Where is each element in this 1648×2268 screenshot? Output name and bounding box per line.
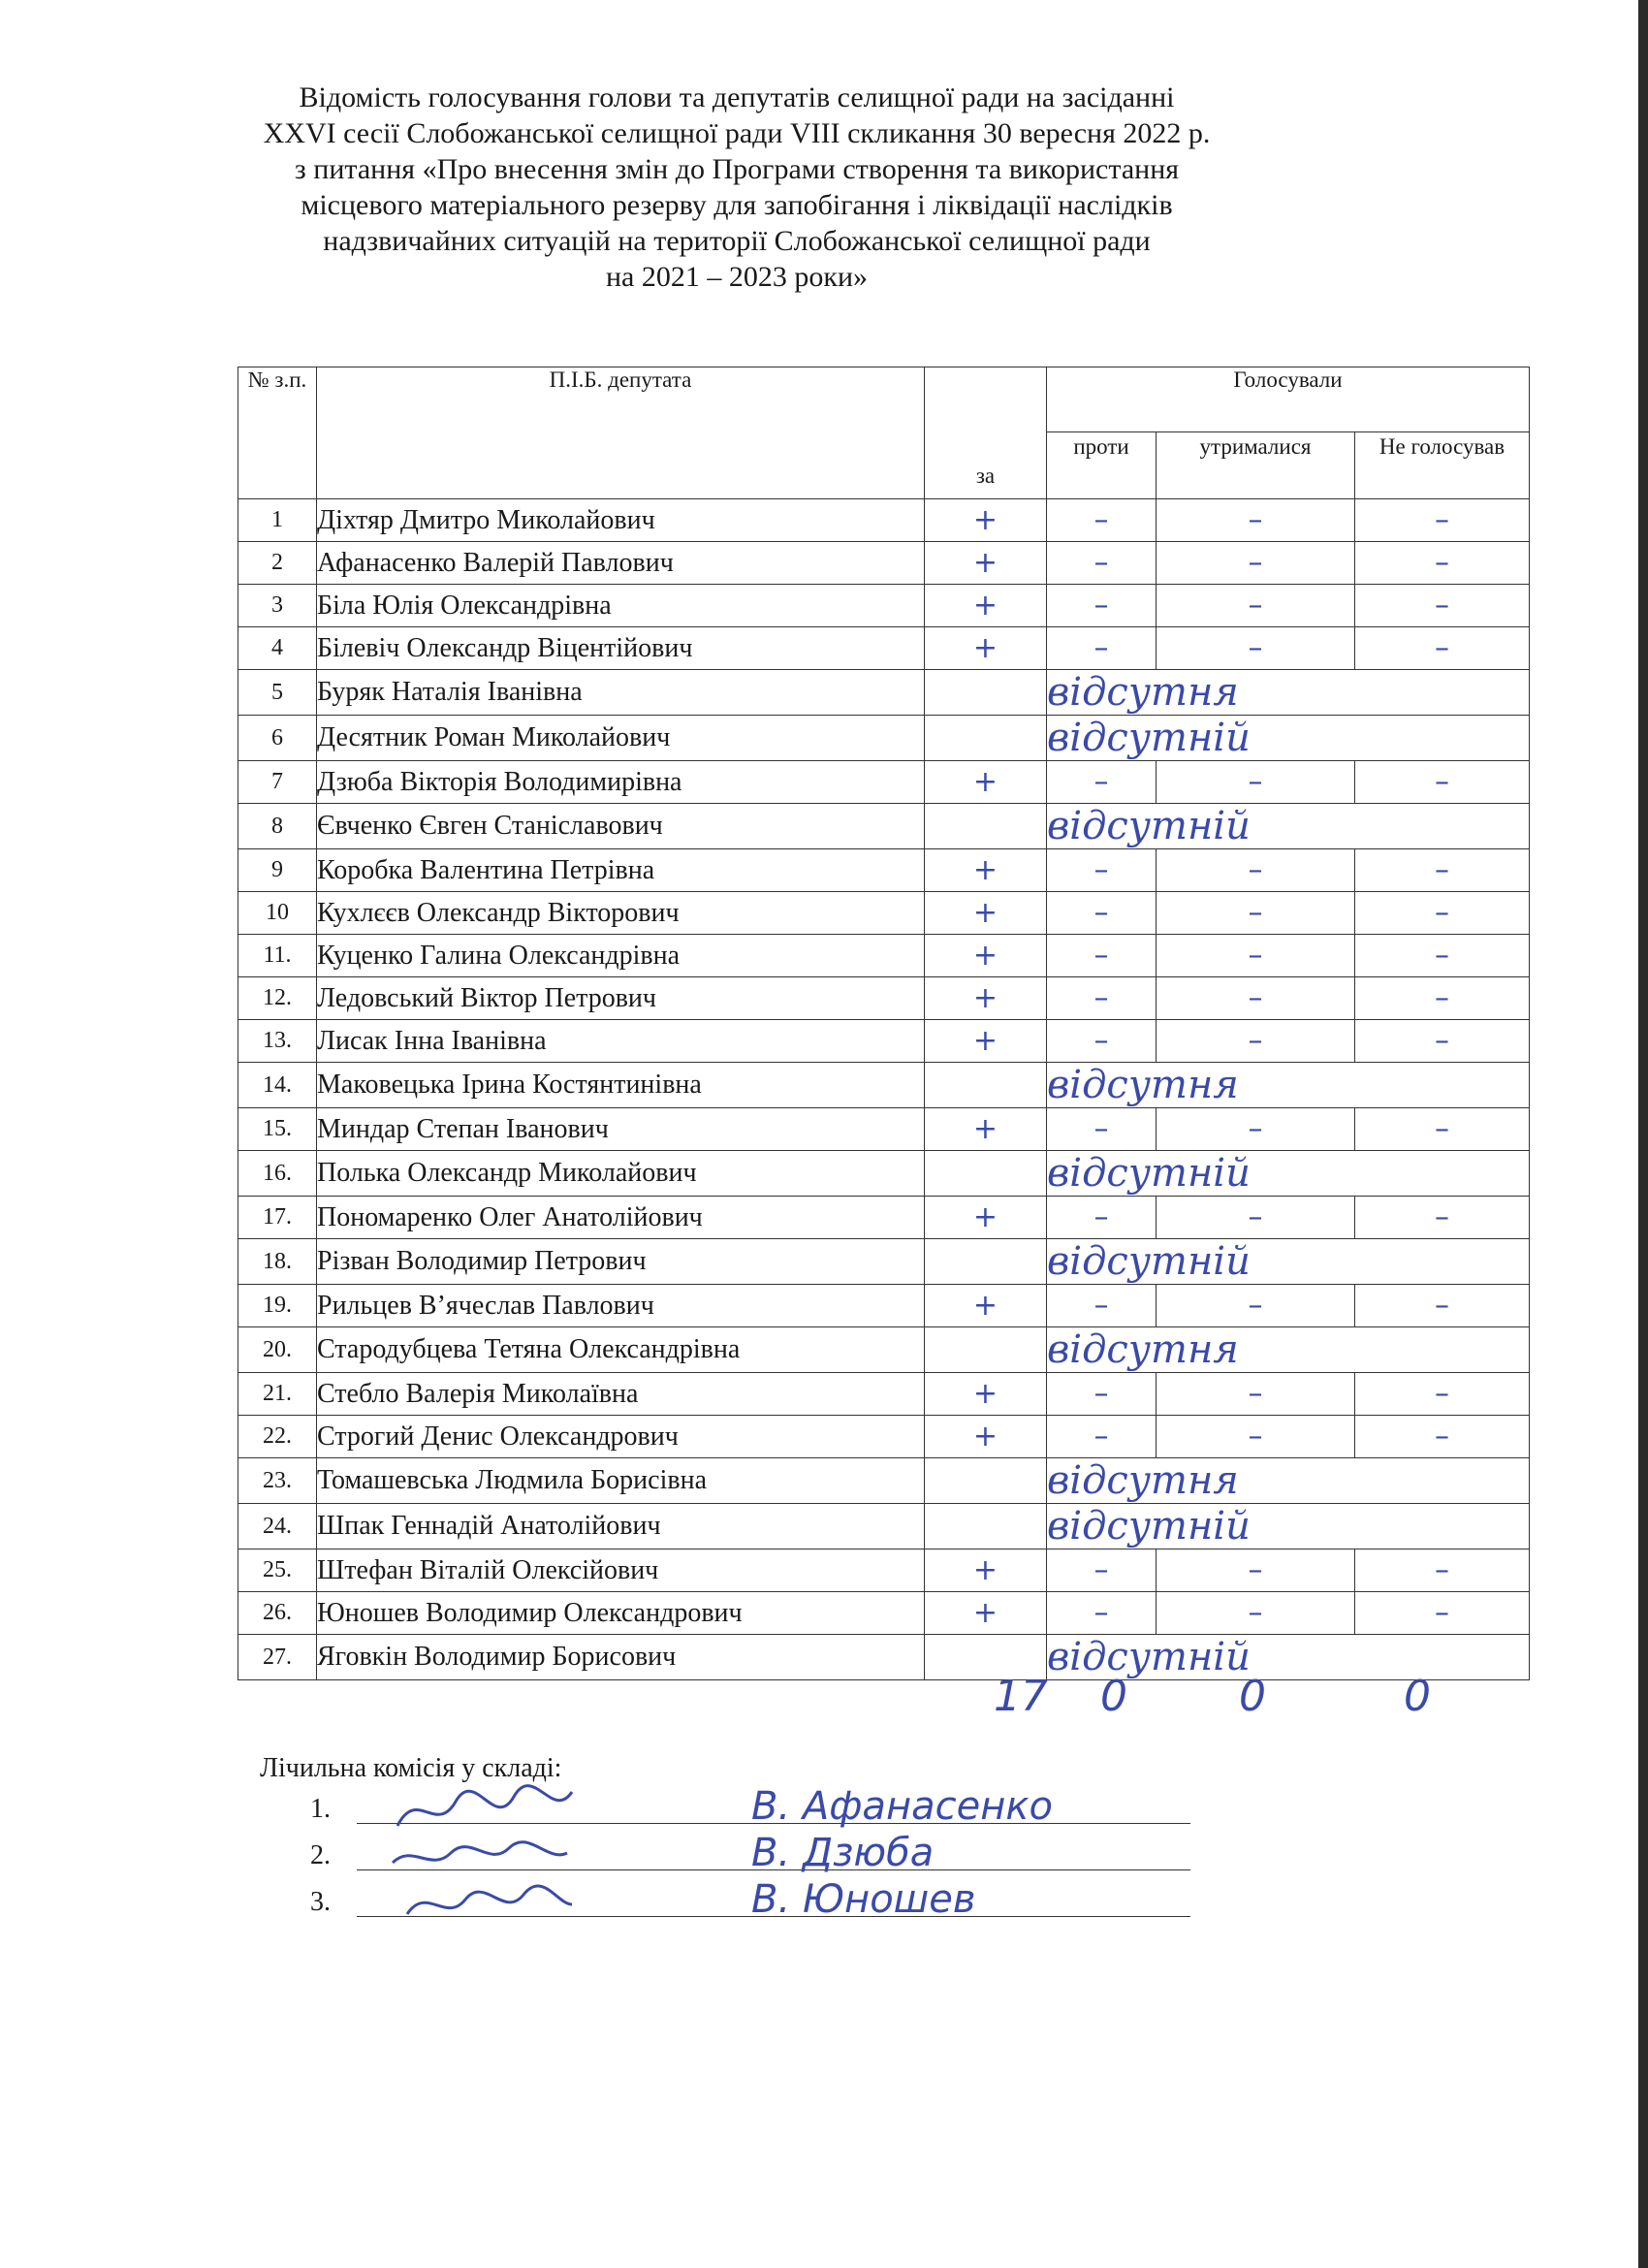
- vote-abstained: –: [1157, 892, 1355, 935]
- vote-not-voted: –: [1355, 1549, 1530, 1592]
- title-line: надзвичайних ситуацій на території Слобожанської селищної ради: [323, 225, 1151, 257]
- title-line: на 2021 – 2023 роки»: [606, 261, 868, 293]
- vote-for: +: [925, 892, 1047, 935]
- table-row: [238, 1504, 1530, 1549]
- table-row: [238, 1285, 1530, 1327]
- vote-for: +: [925, 585, 1047, 627]
- vote-not-voted: –: [1355, 977, 1530, 1020]
- row-number: 19.: [238, 1285, 317, 1327]
- vote-for: +: [925, 1285, 1047, 1327]
- signature-image: [388, 1875, 582, 1933]
- vote-for: +: [925, 1108, 1047, 1151]
- member-name: В. Афанасенко: [751, 1784, 1053, 1829]
- vote-abstained: –: [1157, 499, 1355, 542]
- vote-for: [925, 1327, 1047, 1373]
- absent-note: відсутній: [1047, 716, 1530, 761]
- deputy-name: Стародубцева Тетяна Олександрівна: [317, 1327, 925, 1373]
- title-line: XXVI сесії Слобожанської селищної ради VIII скликання 30 вересня 2022 р.: [263, 117, 1211, 149]
- vote-for: [925, 1151, 1047, 1197]
- table-row: [238, 1063, 1530, 1108]
- vote-abstained: –: [1157, 849, 1355, 892]
- deputy-name: Рильцев В’ячеслав Павлович: [317, 1285, 925, 1327]
- vote-for: +: [925, 1549, 1047, 1592]
- table-row: [238, 1151, 1530, 1197]
- vote-against: –: [1047, 585, 1157, 627]
- vote-against: –: [1047, 935, 1157, 977]
- vote-abstained: –: [1157, 1197, 1355, 1239]
- vote-not-voted: –: [1355, 1416, 1530, 1458]
- title-line: місцевого матеріального резерву для запобігання і ліквідації наслідків: [301, 189, 1173, 221]
- row-number: 26.: [238, 1592, 317, 1635]
- vote-against: –: [1047, 1285, 1157, 1327]
- table-row: [238, 670, 1530, 716]
- row-number: 27.: [238, 1635, 317, 1680]
- row-number: 22.: [238, 1416, 317, 1458]
- vote-for: [925, 716, 1047, 761]
- deputy-name: Шпак Геннадій Анатолійович: [317, 1504, 925, 1549]
- row-number: 7: [238, 761, 317, 804]
- deputy-name: Пономаренко Олег Анатолійович: [317, 1197, 925, 1239]
- vote-not-voted: –: [1355, 1197, 1530, 1239]
- total-for: 17: [994, 1672, 1048, 1721]
- scan-edge: [1638, 0, 1648, 2268]
- table-row: [238, 499, 1530, 542]
- vote-not-voted: –: [1355, 1020, 1530, 1063]
- deputy-name: Кухлєєв Олександр Вікторович: [317, 892, 925, 935]
- deputy-name: Маковецька Ірина Костянтинівна: [317, 1063, 925, 1108]
- vote-abstained: –: [1157, 761, 1355, 804]
- vote-abstained: –: [1157, 1108, 1355, 1151]
- table-row: [238, 804, 1530, 849]
- row-number: 12.: [238, 977, 317, 1020]
- vote-abstained: –: [1157, 1285, 1355, 1327]
- vote-abstained: –: [1157, 977, 1355, 1020]
- vote-not-voted: –: [1355, 1108, 1530, 1151]
- row-number: 11.: [238, 935, 317, 977]
- deputy-name: Біла Юлія Олександрівна: [317, 585, 925, 627]
- vote-for: [925, 1063, 1047, 1108]
- vote-against: –: [1047, 761, 1157, 804]
- row-number: 20.: [238, 1327, 317, 1373]
- vote-not-voted: –: [1355, 849, 1530, 892]
- member-name: В. Юношев: [751, 1877, 976, 1922]
- vote-against: –: [1047, 849, 1157, 892]
- deputy-name: Білевіч Олександр Віцентійович: [317, 627, 925, 670]
- vote-for: +: [925, 935, 1047, 977]
- header-not-voted: Не голосував: [1355, 432, 1530, 499]
- vote-abstained: –: [1157, 1549, 1355, 1592]
- header-name: П.І.Б. депутата: [317, 367, 925, 499]
- vote-against: –: [1047, 1020, 1157, 1063]
- title-line: з питання «Про внесення змін до Програми створення та використання: [294, 153, 1180, 185]
- table-row: [238, 892, 1530, 935]
- deputy-name: Десятник Роман Миколайович: [317, 716, 925, 761]
- header-abstained: утрималися: [1157, 432, 1355, 499]
- vote-abstained: –: [1157, 627, 1355, 670]
- table-row: [238, 716, 1530, 761]
- deputy-name: Юношев Володимир Олександрович: [317, 1592, 925, 1635]
- vote-for: +: [925, 977, 1047, 1020]
- deputy-name: Стебло Валерія Миколаївна: [317, 1373, 925, 1416]
- table-row: [238, 1197, 1530, 1239]
- row-number: 15.: [238, 1108, 317, 1151]
- total-against: 0: [1100, 1672, 1127, 1721]
- vote-not-voted: –: [1355, 585, 1530, 627]
- vote-for: +: [925, 1373, 1047, 1416]
- row-number: 21.: [238, 1373, 317, 1416]
- vote-for: [925, 670, 1047, 716]
- vote-not-voted: –: [1355, 542, 1530, 585]
- vote-against: –: [1047, 499, 1157, 542]
- absent-note: відсутній: [1047, 1504, 1530, 1549]
- row-number: 14.: [238, 1063, 317, 1108]
- absent-note: відсутній: [1047, 1151, 1530, 1197]
- vote-not-voted: –: [1355, 761, 1530, 804]
- vote-for: [925, 1504, 1047, 1549]
- commission-member: [310, 1877, 1202, 1922]
- commission-label: Лічильна комісія у складі:: [260, 1753, 562, 1783]
- table-row: [238, 1458, 1530, 1504]
- deputy-name: Коробка Валентина Петрівна: [317, 849, 925, 892]
- vote-abstained: –: [1157, 935, 1355, 977]
- vote-against: –: [1047, 1197, 1157, 1239]
- row-number: 10: [238, 892, 317, 935]
- absent-note: відсутній: [1047, 804, 1530, 849]
- commission-member: [310, 1784, 1202, 1829]
- header-for: за: [925, 367, 1047, 499]
- deputy-name: Яговкін Володимир Борисович: [317, 1635, 925, 1680]
- absent-note: відсутній: [1047, 1635, 1530, 1680]
- absent-note: відсутня: [1047, 1063, 1530, 1108]
- vote-abstained: –: [1157, 1020, 1355, 1063]
- vote-not-voted: –: [1355, 1373, 1530, 1416]
- member-name: В. Дзюба: [751, 1831, 935, 1875]
- table-row: [238, 627, 1530, 670]
- table-row: [238, 1327, 1530, 1373]
- vote-against: –: [1047, 1549, 1157, 1592]
- row-number: 18.: [238, 1239, 317, 1285]
- row-number: 5: [238, 670, 317, 716]
- vote-against: –: [1047, 1416, 1157, 1458]
- vote-not-voted: –: [1355, 1592, 1530, 1635]
- vote-not-voted: –: [1355, 1285, 1530, 1327]
- table-row: [238, 585, 1530, 627]
- table-row: [238, 849, 1530, 892]
- document-title: [204, 80, 1270, 295]
- table-row: [238, 761, 1530, 804]
- table-row: [238, 935, 1530, 977]
- voting-rows: [238, 499, 1530, 1680]
- vote-against: –: [1047, 627, 1157, 670]
- total-not-voted: 0: [1404, 1672, 1431, 1721]
- vote-against: –: [1047, 1108, 1157, 1151]
- deputy-name: Різван Володимир Петрович: [317, 1239, 925, 1285]
- deputy-name: Строгий Денис Олександрович: [317, 1416, 925, 1458]
- row-number: 8: [238, 804, 317, 849]
- vote-against: –: [1047, 1592, 1157, 1635]
- vote-for: +: [925, 1020, 1047, 1063]
- row-number: 1: [238, 499, 317, 542]
- header-against: проти: [1047, 432, 1157, 499]
- row-number: 23.: [238, 1458, 317, 1504]
- vote-abstained: –: [1157, 1373, 1355, 1416]
- vote-for: +: [925, 627, 1047, 670]
- row-number: 3: [238, 585, 317, 627]
- row-number: 25.: [238, 1549, 317, 1592]
- absent-note: відсутній: [1047, 1239, 1530, 1285]
- absent-note: відсутня: [1047, 670, 1530, 716]
- vote-against: –: [1047, 892, 1157, 935]
- vote-for: [925, 1239, 1047, 1285]
- deputy-name: Буряк Наталія Іванівна: [317, 670, 925, 716]
- vote-for: +: [925, 499, 1047, 542]
- table-row: [238, 1592, 1530, 1635]
- member-number: 2.: [310, 1840, 331, 1870]
- header-number: № з.п.: [238, 367, 317, 499]
- deputy-name: Лисак Інна Іванівна: [317, 1020, 925, 1063]
- vote-for: +: [925, 761, 1047, 804]
- vote-not-voted: –: [1355, 499, 1530, 542]
- table-row: [238, 1373, 1530, 1416]
- member-number: 1.: [310, 1794, 331, 1824]
- row-number: 2: [238, 542, 317, 585]
- vote-against: –: [1047, 542, 1157, 585]
- row-number: 6: [238, 716, 317, 761]
- vote-not-voted: –: [1355, 892, 1530, 935]
- total-abstained: 0: [1239, 1672, 1266, 1721]
- deputy-name: Томашевська Людмила Борисівна: [317, 1458, 925, 1504]
- deputy-name: Діхтяр Дмитро Миколайович: [317, 499, 925, 542]
- vote-for: +: [925, 1197, 1047, 1239]
- row-number: 17.: [238, 1197, 317, 1239]
- deputy-name: Афанасенко Валерій Павлович: [317, 542, 925, 585]
- table-row: [238, 542, 1530, 585]
- table-row: [238, 1020, 1530, 1063]
- deputy-name: Полька Олександр Миколайович: [317, 1151, 925, 1197]
- vote-abstained: –: [1157, 1592, 1355, 1635]
- table-row: [238, 1239, 1530, 1285]
- table-row: [238, 1416, 1530, 1458]
- deputy-name: Куценко Галина Олександрівна: [317, 935, 925, 977]
- deputy-name: Євченко Євген Станіславович: [317, 804, 925, 849]
- absent-note: відсутня: [1047, 1327, 1530, 1373]
- deputy-name: Дзюба Вікторія Володимирівна: [317, 761, 925, 804]
- vote-not-voted: –: [1355, 627, 1530, 670]
- vote-for: +: [925, 849, 1047, 892]
- vote-for: +: [925, 542, 1047, 585]
- vote-for: [925, 1458, 1047, 1504]
- row-number: 16.: [238, 1151, 317, 1197]
- row-number: 24.: [238, 1504, 317, 1549]
- commission-member: [310, 1831, 1202, 1875]
- vote-against: –: [1047, 977, 1157, 1020]
- table-row: [238, 1108, 1530, 1151]
- vote-for: +: [925, 1592, 1047, 1635]
- header-voted: Голосували: [1047, 367, 1530, 432]
- table-row: [238, 1549, 1530, 1592]
- vote-for: +: [925, 1416, 1047, 1458]
- vote-abstained: –: [1157, 542, 1355, 585]
- vote-abstained: –: [1157, 1416, 1355, 1458]
- vote-for: [925, 804, 1047, 849]
- table-row: [238, 977, 1530, 1020]
- deputy-name: Штефан Віталій Олексійович: [317, 1549, 925, 1592]
- vote-against: –: [1047, 1373, 1157, 1416]
- vote-abstained: –: [1157, 585, 1355, 627]
- row-number: 9: [238, 849, 317, 892]
- voting-table: [238, 367, 1530, 1680]
- row-number: 4: [238, 627, 317, 670]
- deputy-name: Ледовський Віктор Петрович: [317, 977, 925, 1020]
- table-row: [238, 1635, 1530, 1680]
- deputy-name: Миндар Степан Іванович: [317, 1108, 925, 1151]
- row-number: 13.: [238, 1020, 317, 1063]
- vote-not-voted: –: [1355, 935, 1530, 977]
- title-line: Відомість голосування голови та депутатів селищної ради на засіданні: [299, 81, 1175, 113]
- member-number: 3.: [310, 1887, 331, 1917]
- absent-note: відсутня: [1047, 1458, 1530, 1504]
